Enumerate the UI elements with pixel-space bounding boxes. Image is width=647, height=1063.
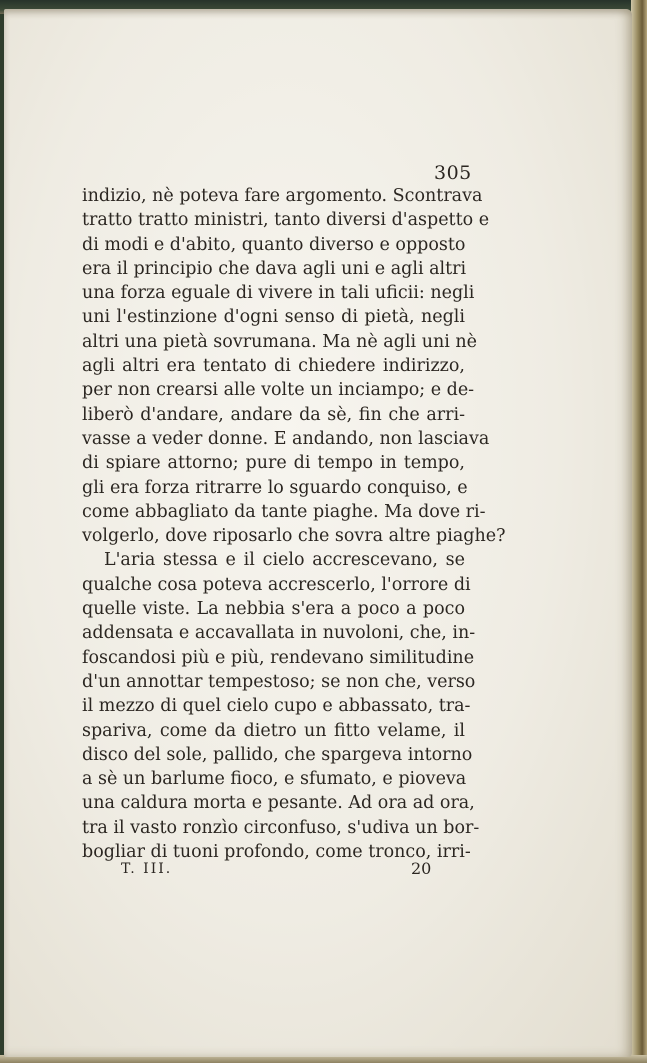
text-line: foscandosi più e più, rendevano similitudine <box>82 647 475 668</box>
text-line: liberò d'andare, andare da sè, fin che arri- <box>82 404 465 425</box>
text-line: tratto tratto ministri, tanto diversi d'aspetto e <box>82 210 490 231</box>
text-line-paragraph-start: L'aria stessa e il cielo accrescevano, se <box>104 550 465 571</box>
text-line: uni l'estinzione d'ogni senso di pietà, negli <box>82 307 465 328</box>
body-text <box>82 184 506 864</box>
text-line: di modi e d'abito, quanto diverso e opposto <box>82 234 466 255</box>
text-line: vasse a veder donne. E andando, non lasciava <box>82 428 490 449</box>
text-line: era il principio che dava agli uni e agli altri <box>82 258 467 279</box>
volume-marker: T. III. <box>121 861 173 877</box>
text-line: altri una pietà sovrumana. Ma nè agli uni nè <box>82 331 478 352</box>
text-line: come abbagliato da tante piaghe. Ma dove ri- <box>82 501 486 522</box>
text-line: agli altri era tentato di chiedere indirizzo, <box>82 356 465 377</box>
text-line: quelle viste. La nebbia s'era a poco a poco <box>82 599 465 620</box>
text-line: spariva, come da dietro un fitto velame, il <box>82 720 465 741</box>
text-line: d'un annottar tempestoso; se non che, verso <box>82 671 476 692</box>
text-line: tra il vasto ronzìo circonfuso, s'udiva un bor- <box>82 817 480 838</box>
book-right-edge <box>631 0 647 1063</box>
text-line: qualche cosa poteva accrescerlo, l'orrore di <box>82 574 471 595</box>
book-page <box>4 9 632 1057</box>
text-line: per non crearsi alle volte un inciampo; e de- <box>82 380 475 401</box>
text-line: indizio, nè poteva fare argomento. Scontrava <box>82 186 483 206</box>
text-line: bogliar di tuoni profondo, come tronco, irri- <box>82 842 471 863</box>
page-number: 305 <box>434 162 472 184</box>
text-line: di spiare attorno; pure di tempo in tempo, <box>82 453 465 474</box>
signature-mark: 20 <box>411 859 432 878</box>
text-line-paragraph-end: volgerlo, dove riposarlo che sovra altre piaghe? <box>82 526 506 547</box>
text-line: una caldura morta e pesante. Ad ora ad ora, <box>82 793 475 814</box>
text-line: gli era forza ritrarre lo sguardo conquiso, e <box>82 477 468 498</box>
text-line: addensata e accavallata in nuvoloni, che, in- <box>82 623 476 644</box>
text-line: disco del sole, pallido, che spargeva intorno <box>82 744 473 765</box>
text-line: una forza eguale di vivere in tali uficii: negli <box>82 283 475 304</box>
text-line: a sè un barlume fioco, e sfumato, e pioveva <box>82 769 467 790</box>
text-line: il mezzo di quel cielo cupo e abbassato, tra- <box>82 696 471 717</box>
